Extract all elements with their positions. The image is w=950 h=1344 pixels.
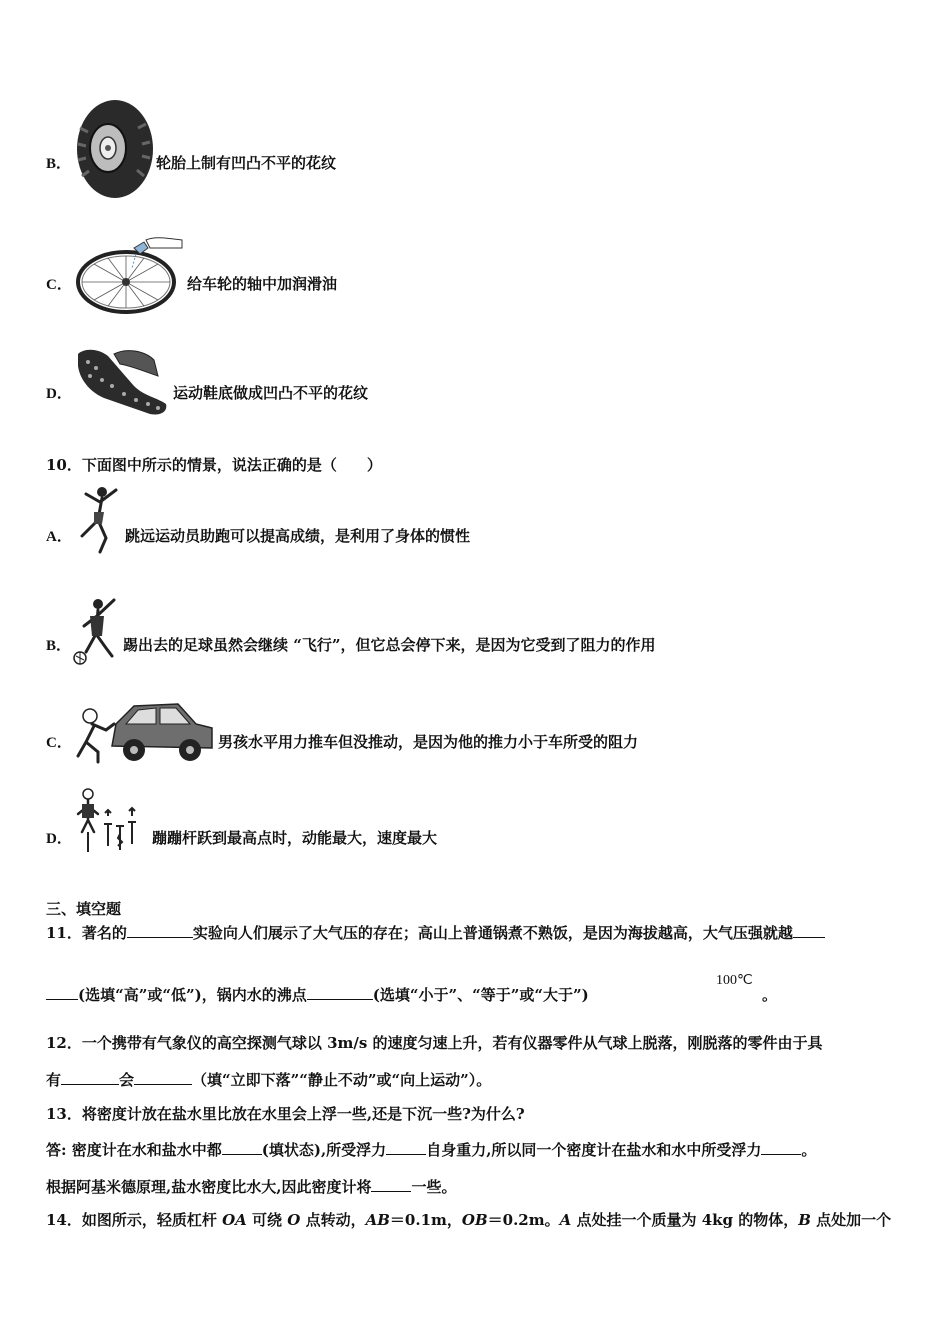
q14-text-5: ＝0.2m。	[487, 1211, 560, 1229]
pogo-stick-icon	[74, 786, 150, 856]
q11-temperature: 100℃	[716, 973, 753, 988]
q13-line3	[46, 1176, 456, 1197]
q9-option-b-letter: B．	[46, 156, 72, 172]
q11-blank-2a	[793, 923, 825, 938]
q11-end: 。	[762, 986, 778, 1004]
q13-text-c: 自身重力,所以同一个密度计在盐水和水中所受浮力	[426, 1141, 762, 1159]
q10-option-a-letter: A．	[46, 529, 72, 545]
sneaker-sole-icon	[74, 346, 170, 418]
q11-line1	[46, 922, 825, 943]
q14-var-o: O	[287, 1211, 301, 1229]
q12-text-a: 有	[46, 1071, 62, 1089]
q14-text-6: 点处挂一个质量为 4kg 的物体，	[571, 1211, 799, 1229]
boy-pushing-car-icon	[72, 696, 216, 766]
q12-line1: 12．一个携带有气象仪的高空探测气球以 3m/s 的速度匀速上升，若有仪器零件从气球上脱落，刚脱落的零件由于具	[46, 1034, 823, 1052]
q10-option-c-text: 男孩水平用力推车但没推动，是因为他的推力小于车所受的阻力	[218, 733, 639, 751]
q12-blank-2	[134, 1070, 192, 1085]
q10-option-d-text: 蹦蹦杆跃到最高点时，动能最大，速度最大	[152, 829, 438, 847]
section-title: 三、填空题	[46, 900, 122, 918]
q13-text-d: 。	[801, 1141, 817, 1159]
q14-text-1: 14．如图所示，轻质杠杆	[46, 1211, 223, 1229]
q11-line2	[46, 984, 589, 1005]
q10-option-c-letter: C．	[46, 735, 72, 751]
q13-line2	[46, 1139, 816, 1160]
q14-var-a: A	[559, 1211, 572, 1229]
tire-icon	[74, 98, 156, 200]
q13-text-f: 一些。	[411, 1178, 457, 1196]
q9-option-c-letter: C．	[46, 277, 72, 293]
q13-blank-3	[761, 1140, 801, 1155]
q14-var-b: B	[798, 1211, 811, 1229]
football-kicker-icon	[70, 594, 124, 670]
q14-var-oa: OA	[222, 1211, 247, 1229]
q9-option-b-text: 轮胎上制有凹凸不平的花纹	[156, 154, 337, 172]
q11-text-2: 实验向人们展示了大气压的存在；高山上普通锅煮不熟饭，是因为海拔越高，大气压强就越	[192, 924, 793, 942]
q13-blank-1	[222, 1140, 262, 1155]
long-jumper-icon	[72, 484, 126, 558]
q13-line1: 13．将密度计放在盐水里比放在水里会上浮一些,还是下沉一些?为什么?	[46, 1105, 525, 1123]
bicycle-wheel-oil-icon	[74, 234, 186, 316]
q9-option-d-text: 运动鞋底做成凹凸不平的花纹	[173, 384, 369, 402]
q13-text-a: 答: 密度计在水和盐水中都	[46, 1141, 222, 1159]
q9-option-c-text: 给车轮的轴中加润滑油	[187, 275, 338, 293]
q11-blank-3	[307, 985, 373, 1000]
q14-text-2: 可绕	[246, 1211, 288, 1229]
q12-blank-1	[61, 1070, 119, 1085]
q12-line2	[46, 1069, 491, 1090]
q10-option-b-letter: B．	[46, 638, 72, 654]
q14-var-ab: AB	[365, 1211, 390, 1229]
q11-blank-2b	[46, 985, 78, 1000]
q11-text-1: 11．著名的	[46, 924, 127, 942]
q12-text-c: （填“立即下落”“静止不动”或“向上运动”）。	[192, 1071, 492, 1089]
q13-blank-4	[371, 1177, 411, 1192]
q11-blank-1	[127, 923, 193, 938]
q10-option-d-letter: D．	[46, 831, 72, 847]
q14-text-4: ＝0.1m，	[389, 1211, 462, 1229]
q10-option-b-text: 踢出去的足球虽然会继续 “飞行”，但它总会停下来，是因为它受到了阻力的作用	[123, 636, 656, 654]
q13-text-b: (填状态),所受浮力	[261, 1141, 387, 1159]
q14-text-3: 点转动，	[300, 1211, 366, 1229]
q14-var-ob: OB	[461, 1211, 488, 1229]
q10-stem: 10．下面图中所示的情景，说法正确的是（ ）	[46, 456, 382, 474]
q14-line1	[46, 1209, 891, 1230]
q13-text-e: 根据阿基米德原理,盐水密度比水大,因此密度计将	[46, 1178, 372, 1196]
q10-option-a-text: 跳远运动员助跑可以提高成绩，是利用了身体的惯性	[125, 527, 471, 545]
q13-blank-2	[386, 1140, 426, 1155]
q11-text-4: (选填“小于”、“等于”或“大于”)	[372, 986, 589, 1004]
q9-option-d-letter: D．	[46, 386, 72, 402]
q11-text-3: (选填“高”或“低”)，锅内水的沸点	[78, 986, 307, 1004]
q14-text-7: 点处加一个	[810, 1211, 892, 1229]
q12-text-b: 会	[119, 1071, 135, 1089]
